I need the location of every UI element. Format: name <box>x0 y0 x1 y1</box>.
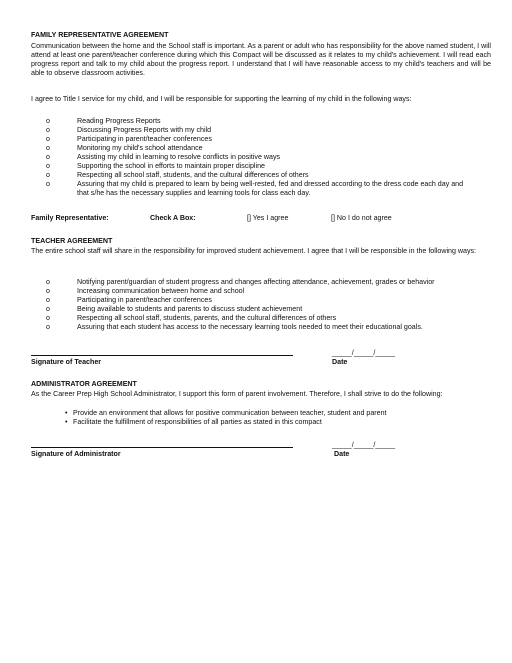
list-item: o Respecting all school staff, students, and the cultural differences of others <box>46 171 309 179</box>
list-item: o Being available to students and parents to discuss student achievement <box>46 305 303 313</box>
list-marker: o <box>46 287 50 295</box>
family-consent-row <box>31 214 491 223</box>
list-item: o Assuring that each student has access to the necessary learning tools needed to meet their educational goals. <box>46 323 423 331</box>
administrator-signature-label: Signature of Administrator <box>31 450 121 458</box>
teacher-signature-row <box>31 358 491 367</box>
family-paragraph: Communication between the home and the School staff is important. As a parent or adult who has responsibility for the above named student, I will attend at least one parent/teacher conference during which this Compact will be discussed as it relates to my child's achievement. I will read each progress report and talk to my child about the progress report. I understand that I will have reasonable access to my child's teachers and will be able to observe classroom activities. <box>31 42 491 77</box>
bullet-marker: • <box>65 409 68 417</box>
list-marker: o <box>46 117 50 125</box>
family-intro: I agree to Title I service for my child, and I will be responsible for supporting the learning of my child in the following ways: <box>31 95 412 103</box>
list-marker: o <box>46 153 50 161</box>
list-marker: o <box>46 278 50 286</box>
administrator-heading: ADMINISTRATOR AGREEMENT <box>31 380 137 388</box>
teacher-paragraph: The entire school staff will share in the responsibility for improved student achievement. I agree that I will be responsible in the following ways: <box>31 247 477 255</box>
teacher-heading: TEACHER AGREEMENT <box>31 237 113 245</box>
family-heading: FAMILY REPRESENTATIVE AGREEMENT <box>31 31 169 39</box>
teacher-date-label: Date <box>332 358 348 366</box>
list-marker: o <box>46 126 50 134</box>
list-item: o Increasing communication between home and school <box>46 287 245 295</box>
list-marker: o <box>46 135 50 143</box>
list-marker: o <box>46 296 50 304</box>
list-item: o Supporting the school in efforts to maintain proper discipline <box>46 162 265 170</box>
list-marker: o <box>46 162 50 170</box>
list-item: o Monitoring my child's school attendance <box>46 144 203 152</box>
list-marker: o <box>46 314 50 322</box>
teacher-responsibility-list <box>31 278 491 332</box>
list-item: o Participating in parent/teacher conferences <box>46 296 212 304</box>
administrator-responsibility-list <box>31 409 491 427</box>
teacher-signature-label: Signature of Teacher <box>31 358 102 366</box>
list-marker: o <box>46 171 50 179</box>
administrator-date-row <box>31 441 491 450</box>
teacher-date-row <box>31 349 491 358</box>
list-marker: o <box>46 305 50 313</box>
agree-yes-checkbox[interactable]: [] Yes I agree <box>247 214 289 222</box>
administrator-date-field[interactable]: _____/_____/_____ <box>332 441 396 449</box>
administrator-signature-row <box>31 450 491 459</box>
list-item: o Discussing Progress Reports with my child <box>46 126 212 134</box>
list-item: o Assuring that my child is prepared to learn by being well-rested, fed and dressed according to the dress code each day and that s/he has the necessary supplies and learning tools for class each day. <box>46 180 464 197</box>
teacher-date-field[interactable]: _____/_____/_____ <box>332 349 396 357</box>
list-item: o Participating in parent/teacher conferences <box>46 135 212 143</box>
agree-no-checkbox[interactable]: [] No I do not agree <box>331 214 392 222</box>
list-marker: o <box>46 180 50 188</box>
administrator-date-label: Date <box>334 450 350 458</box>
family-responsibility-list <box>31 117 491 198</box>
family-representative-label: Family Representative: <box>31 214 109 222</box>
list-item: o Notifying parent/guardian of student progress and changes affecting attendance, achievement, grades or behavior <box>46 278 435 286</box>
list-item: • Facilitate the fulfillment of responsibilities of all parties as stated in this compact <box>65 418 322 426</box>
list-marker: o <box>46 323 50 331</box>
list-item: o Assisting my child in learning to resolve conflicts in positive ways <box>46 153 281 161</box>
check-a-box-label: Check A Box: <box>150 214 196 222</box>
bullet-marker: • <box>65 418 68 426</box>
administrator-paragraph: As the Career Prep High School Administrator, I support this form of parent involvement. Therefore, I shall strive to do the following: <box>31 390 443 398</box>
list-item: o Reading Progress Reports <box>46 117 161 125</box>
list-marker: o <box>46 144 50 152</box>
list-item: • Provide an environment that allows for positive communication between teacher, student and parent <box>65 409 387 417</box>
list-item: o Respecting all school staff, students, parents, and the cultural differences of others <box>46 314 337 322</box>
